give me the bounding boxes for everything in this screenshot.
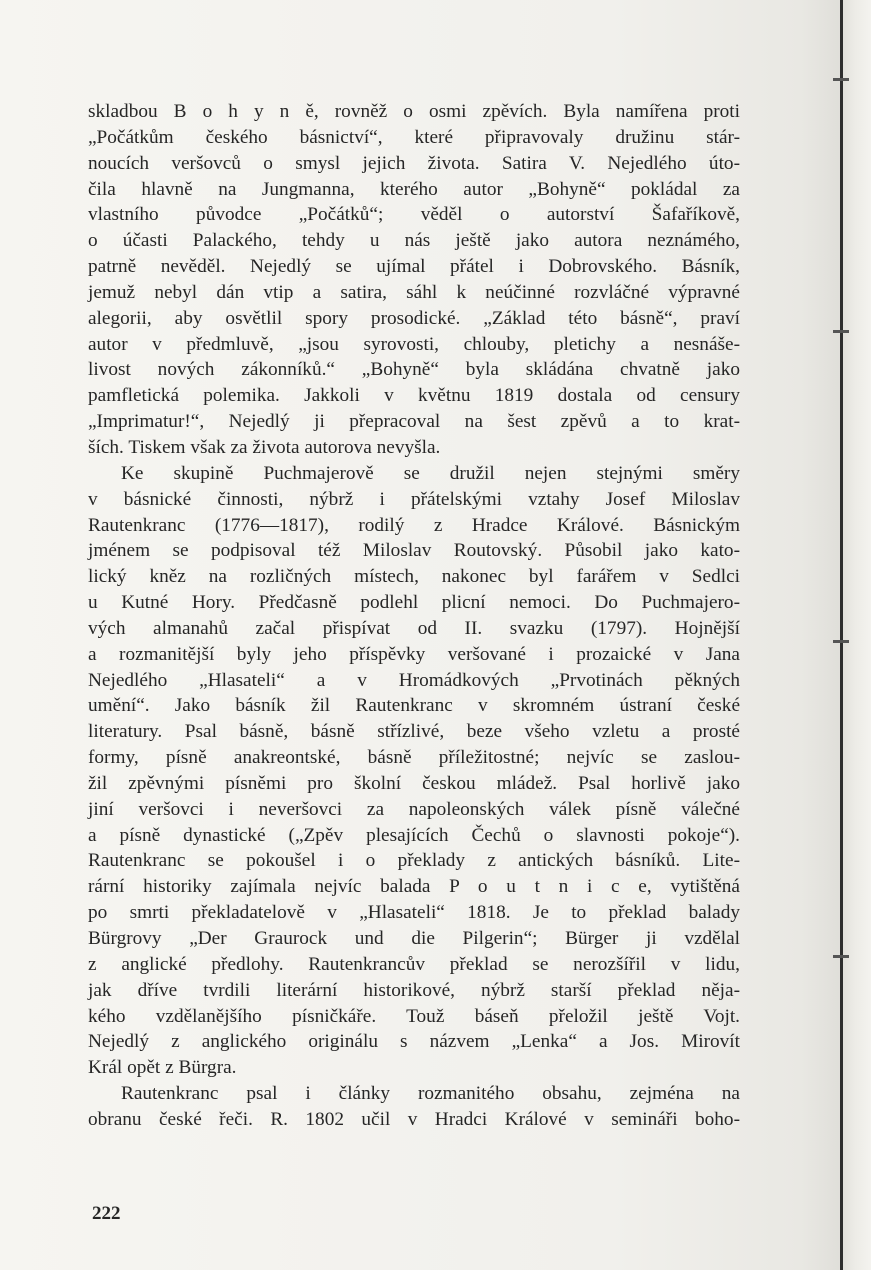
text-line: jiní veršovci i neveršovci za napoleonských válek písně válečné bbox=[88, 798, 740, 820]
text-line: v básnické činnosti, nýbrž i přátelskými vztahy Josef Miloslav bbox=[88, 488, 740, 510]
text-line: a rozmanitější byly jeho příspěvky veršované i prozaické v Jana bbox=[88, 643, 740, 665]
text-line: žil zpěvnými písněmi pro školní českou mládež. Psal horlivě jako bbox=[88, 772, 740, 794]
paragraph bbox=[88, 99, 740, 461]
text-line: lický kněz na rozličných místech, nakonec byl farářem v Sedlci bbox=[88, 566, 740, 588]
body-text bbox=[88, 99, 740, 1133]
paragraph bbox=[88, 461, 740, 1081]
text-line: u Kutné Hory. Předčasně podlehl plicní nemoci. Do Puchmajero- bbox=[88, 592, 740, 614]
text-line: Rautenkranc se pokoušel i o překlady z antických básníků. Lite- bbox=[88, 850, 740, 872]
text-line: po smrti překladatelově v „Hlasateli“ 1818. Je to překlad balady bbox=[88, 902, 740, 924]
text-line: Bürgrovy „Der Graurock und die Pilgerin“; Bürger ji vzdělal bbox=[88, 928, 740, 949]
text-line: rární historiky zajímala nejvíc balada P o u t n i c e, vytištěná bbox=[88, 876, 740, 898]
text-line: autor v předmluvě, „jsou syrovosti, chlouby, pletichy a nesnáše- bbox=[88, 333, 740, 355]
text-line: noucích veršovců o smysl jejich života. Satira V. Nejedlého úto- bbox=[88, 152, 740, 174]
text-line: Ke skupině Puchmajerově se družil nejen stejnými směry bbox=[121, 462, 740, 484]
text-line: jak dříve tvrdili literární historikové, nýbrž starší překlad něja- bbox=[88, 979, 740, 1001]
text-line: čila hlavně na Jungmanna, kterého autor „Bohyně“ pokládal za bbox=[88, 178, 740, 200]
text-line: formy, písně anakreontské, básně příležitostné; nejvíc se zaslou- bbox=[88, 747, 740, 769]
text-line: o účasti Palackého, tehdy u nás ještě jako autora neznámého, bbox=[88, 230, 740, 252]
text-line: pamfletická polemika. Jakkoli v květnu 1819 dostala od censury bbox=[88, 385, 740, 407]
book-binding bbox=[840, 0, 843, 1270]
text-line: Nejedlého „Hlasateli“ a v Hromádkových „Prvotinách pěkných bbox=[88, 669, 740, 691]
page-number: 222 bbox=[92, 1203, 121, 1224]
text-line: skladbou B o h y n ě, rovněž o osmi zpěvích. Byla namířena proti bbox=[88, 101, 740, 122]
text-line: Rautenkranc (1776—1817), rodilý z Hradce Králové. Básnickým bbox=[88, 514, 740, 536]
binding-stitch bbox=[833, 640, 849, 643]
text-line: alegorii, aby osvětlil spory prosodické. „Základ této básně“, praví bbox=[88, 307, 740, 329]
text-line: Nejedlý z anglického originálu s názvem „Lenka“ a Jos. Mirovít bbox=[88, 1031, 740, 1053]
text-line: vých almanahů začal přispívat od II. svazku (1797). Hojnější bbox=[88, 617, 740, 639]
text-line: livost nových zákonníků.“ „Bohyně“ byla skládána chvatně jako bbox=[88, 359, 740, 381]
text-line: z anglické předlohy. Rautenkrancův překlad se nerozšířil v lidu, bbox=[88, 953, 740, 975]
binding-stitch bbox=[833, 78, 849, 81]
text-line: literatury. Psal básně, básně střízlivé, beze všeho vzletu a prosté bbox=[88, 721, 740, 743]
text-line: vlastního původce „Počátků“; věděl o autorství Šafaříkově, bbox=[88, 204, 740, 226]
binding-stitch bbox=[833, 330, 849, 333]
text-line: jménem se podpisoval též Miloslav Routovský. Působil jako kato- bbox=[88, 540, 740, 562]
text-line: a písně dynastické („Zpěv plesajících Čechů o slavnosti pokoje“). bbox=[88, 824, 740, 846]
text-line: jemuž nebyl dán vtip a satira, sáhl k neúčinné rozvláčné výpravné bbox=[88, 281, 740, 303]
text-line: Rautenkranc psal i články rozmanitého obsahu, zejména na bbox=[121, 1083, 740, 1105]
binding-shadow bbox=[843, 0, 871, 1270]
binding-stitch bbox=[833, 955, 849, 958]
text-line: Král opět z Bürgra. bbox=[88, 1057, 237, 1079]
text-line: obranu české řeči. R. 1802 učil v Hradci Králové v semináři boho- bbox=[88, 1108, 740, 1130]
text-line: ších. Tiskem však za života autorova nevyšla. bbox=[88, 436, 441, 458]
paragraph bbox=[88, 1081, 740, 1133]
text-line: umění“. Jako básník žil Rautenkranc v skromném ústraní české bbox=[88, 695, 740, 717]
text-line: kého vzdělanějšího písničkáře. Touž báseň přeložil ještě Vojt. bbox=[88, 1005, 740, 1027]
text-line: „Imprimatur!“, Nejedlý ji přepracoval na šest zpěvů a to krat- bbox=[88, 411, 740, 433]
text-line: „Počátkům českého básnictví“, které připravovaly družinu stár- bbox=[88, 126, 740, 148]
text-line: patrně nevěděl. Nejedlý se ujímal přátel i Dobrovského. Básník, bbox=[88, 256, 740, 278]
